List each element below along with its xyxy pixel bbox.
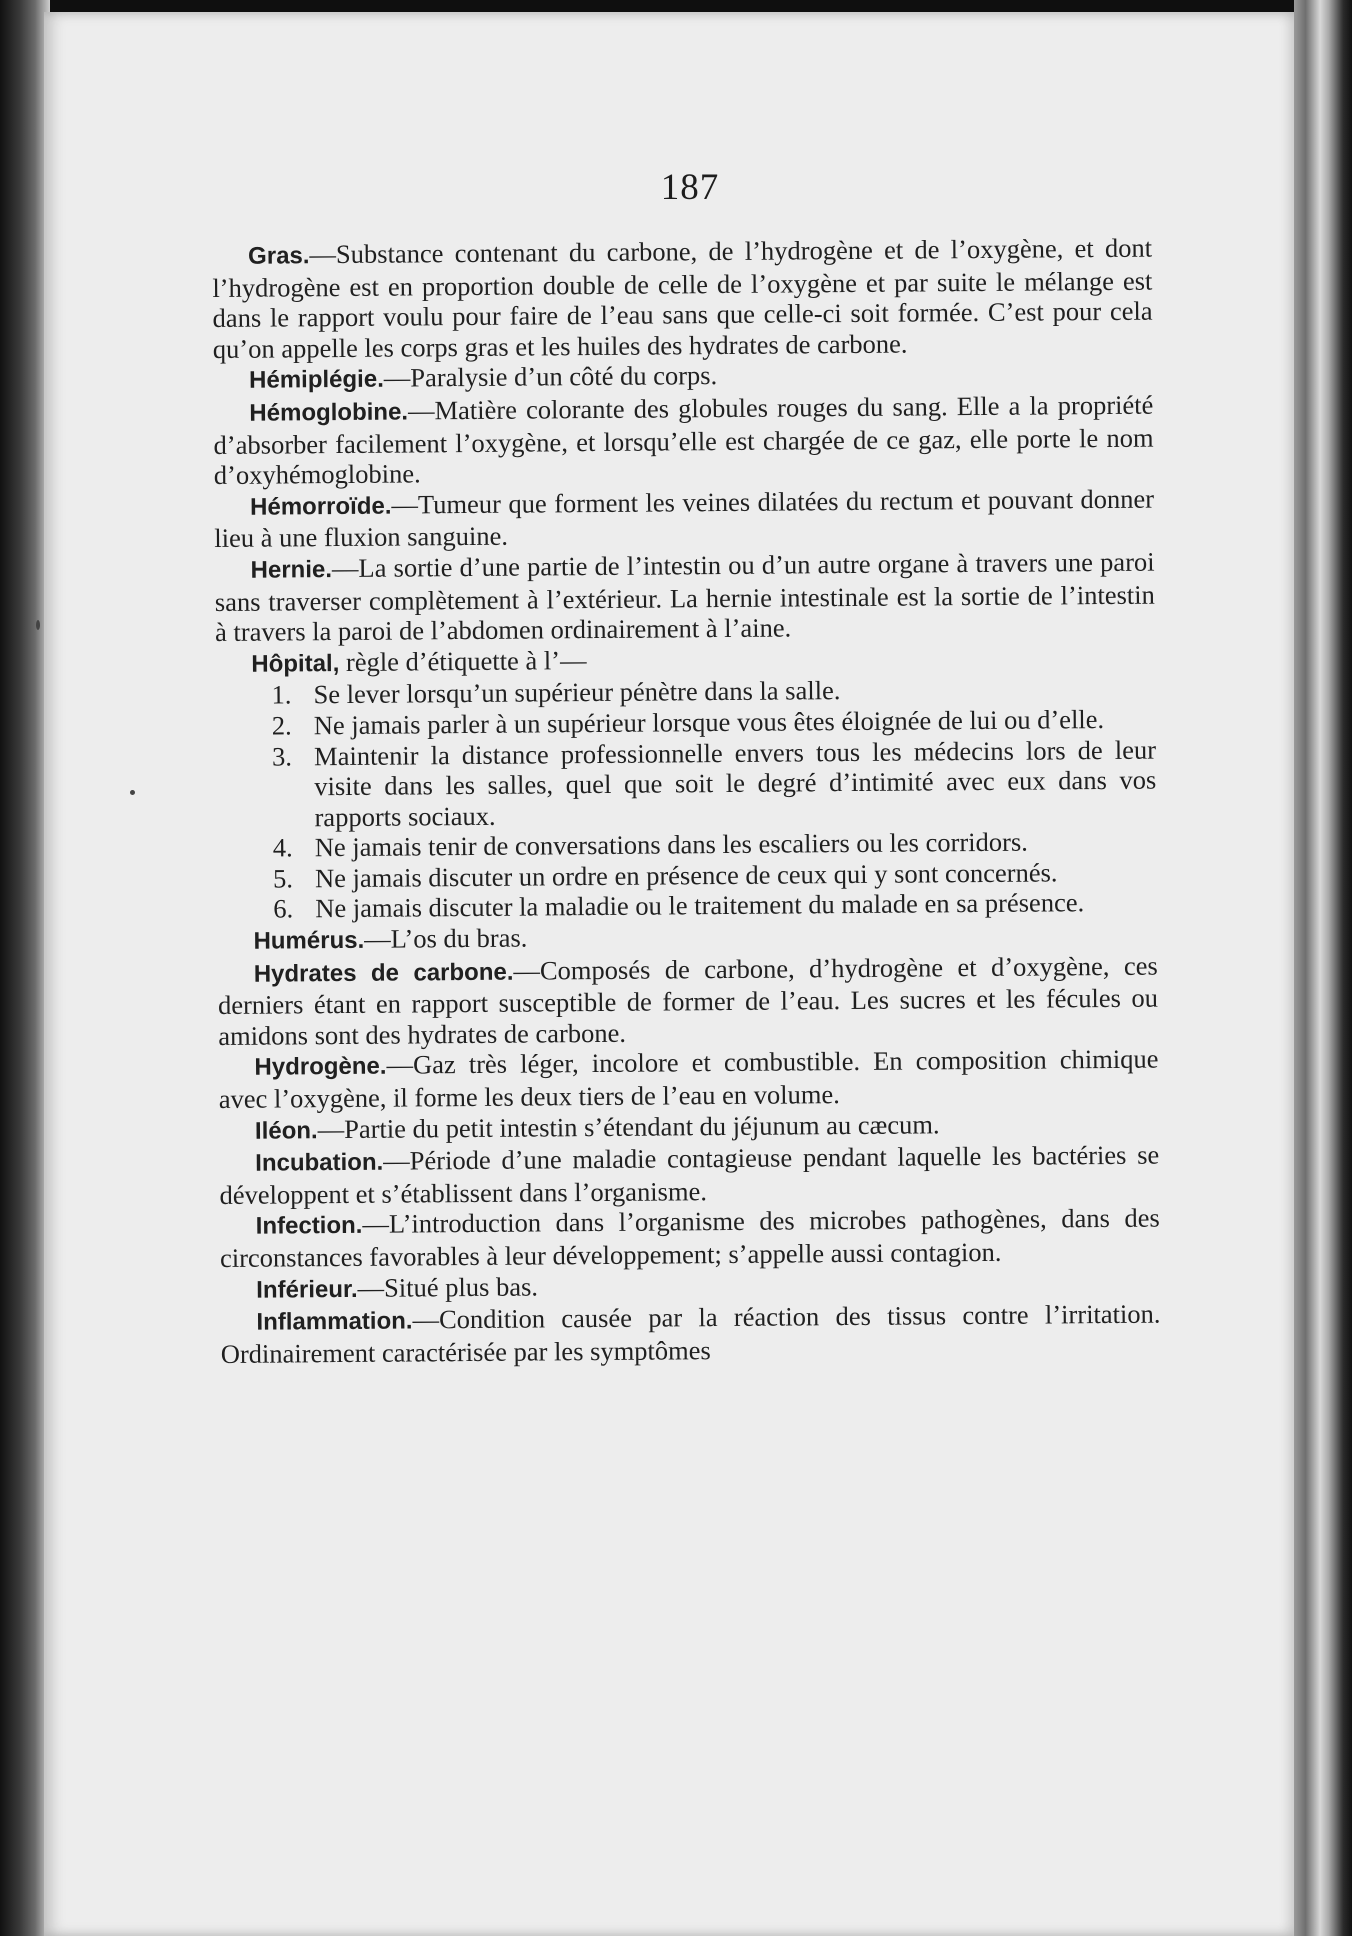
entry-definition: Substance contenant du carbone, de l’hydrogène et de l’oxygène, et dont l’hydrogène est en proportion double de celle de l’oxygène et par suite le mélange est dans le rapport voulu pour faire de l’eau sans que celle-ci soit formée. C’est pour cela qu’on appelle les corps gras et les huiles des hydrates de carbone. [212,232,1153,364]
glossary-entry-inflammation [220,1299,1160,1370]
entry-dash: — [317,1113,345,1144]
rule-text: Se lever lorsqu’un supérieur pénètre dans la salle. [313,675,841,710]
entry-term: Gras. [248,242,310,270]
entry-term: Hydrates de carbone. [253,958,514,988]
entry-dash: — [331,552,359,584]
etiquette-rules-list [215,673,1157,925]
entry-dash: — [364,923,391,954]
glossary-entry-hydrates-de-carbone [218,950,1159,1051]
entry-definition: Gaz très léger, incolore et combustible. En composition chimique avec l’oxygène, il forme les deux tiers de l’eau en volume. [218,1044,1159,1115]
entry-dash: — [309,239,337,270]
entry-term: Inférieur. [256,1275,358,1304]
entry-term: Hémoglobine. [249,398,409,427]
glossary-entry-infection [220,1203,1160,1274]
rule-text: Ne jamais discuter un ordre en présence de ceux qui y sont concernés. [314,857,1058,894]
book-binding-left [0,0,50,1936]
entry-dash: — [407,395,435,426]
entry-term: Iléon. [254,1116,318,1145]
entry-definition: Matière colorante des globules rouges du sang. Elle a la propriété d’absorber facilement l’oxygène, et lorsqu’elle est chargée de ce gaz, elle porte le nom d’oxyhémoglobine. [213,389,1154,491]
page-number: 187 [660,167,720,208]
entry-definition: Composés de carbone, d’hydrogène et d’oxygène, ces derniers étant en rapport susceptible de former de l’eau. Les sucres et les fécules ou amidons sont des hydrates de carbone. [217,950,1159,1051]
book-edge-right [1294,0,1352,1936]
rule-number: 5. [272,863,294,894]
entry-definition: L’os du bras. [390,922,528,954]
glossary-text [212,233,1161,1370]
entry-definition: Situé plus bas. [383,1271,539,1303]
rule-number: 4. [272,832,293,863]
entry-term: Infection. [255,1212,363,1241]
entry-dash: — [362,1209,390,1240]
entry-term: Humérus. [253,926,365,955]
rule-text: Ne jamais discuter la maladie ou le traitement du malade en sa présence. [315,887,1085,924]
entry-dash: — [391,489,419,520]
rule-number: 2. [271,710,292,741]
entry-dash: — [386,1049,414,1081]
entry-dash: — [513,955,541,986]
entry-term: Hydrogène. [254,1053,387,1082]
entry-term: Hernie. [250,556,333,584]
entry-dash: — [412,1304,440,1335]
entry-term: Hémorroïde. [249,492,392,521]
rule-text: Ne jamais tenir de conversations dans les escaliers ou les corridors. [314,826,1028,863]
entry-definition: règle d’étiquette à l’— [339,644,587,677]
top-scan-border [0,0,1352,12]
entry-term: Incubation. [255,1148,384,1177]
entry-definition: La sortie d’une partie de l’intestin ou d’un autre organe à travers une paroi sans traverser complètement à l’extérieur. La hernie intestinale est la sortie de l’intestin à travers la paroi de l’abdomen ordinairement à l’aine. [214,546,1155,648]
entry-definition: L’introduction dans l’organisme des microbes pathogènes, dans des circonstances favorables à leur développement; s’appelle aussi contagion. [219,1202,1160,1273]
entry-term: Inflammation. [256,1307,413,1336]
entry-definition: Partie du petit intestin s’étendant du jéjunum au cæcum. [344,1108,940,1144]
entry-definition: Période d’une maladie contagieuse pendant laquelle les bactéries se développent et s’établissent dans l’organisme. [219,1139,1160,1210]
entry-dash: — [383,362,411,394]
entry-definition: Condition causée par la réaction des tissus contre l’irritation. Ordinairement caractérisée par les symptômes [220,1298,1161,1369]
glossary-entry-hemorroide [214,483,1154,554]
rule-number: 3. [271,740,293,772]
entry-term: Hôpital, [251,649,340,678]
entry-dash: — [383,1145,410,1176]
rule-text: Maintenir la distance professionnelle envers tous les médecins lors de leur visite dans les salles, quel que soit le degré d’intimité avec eux dans vos rapports sociaux. [313,734,1157,832]
entry-definition: Tumeur que forment les veines dilatées du rectum et pouvant donner lieu à une fluxion sanguine. [214,483,1155,554]
glossary-entry-hydrogene [218,1044,1158,1115]
dust-speck [130,790,135,795]
glossary-entry-incubation [219,1140,1159,1211]
entry-term: Hémiplégie. [248,366,384,395]
dust-speck [36,620,40,630]
glossary-entry-gras [212,233,1153,365]
rule-text: Ne jamais parler à un supérieur lorsque vous êtes éloignée de lui ou d’elle. [313,703,1105,741]
entry-definition: Paralysie d’un côté du corps. [410,360,718,393]
glossary-entry-hernie [214,547,1155,648]
rule-number: 1. [271,679,292,710]
entry-dash: — [357,1272,385,1303]
glossary-entry-hemoglobine [213,390,1154,491]
list-item [272,734,1157,833]
rule-number: 6. [273,893,294,925]
